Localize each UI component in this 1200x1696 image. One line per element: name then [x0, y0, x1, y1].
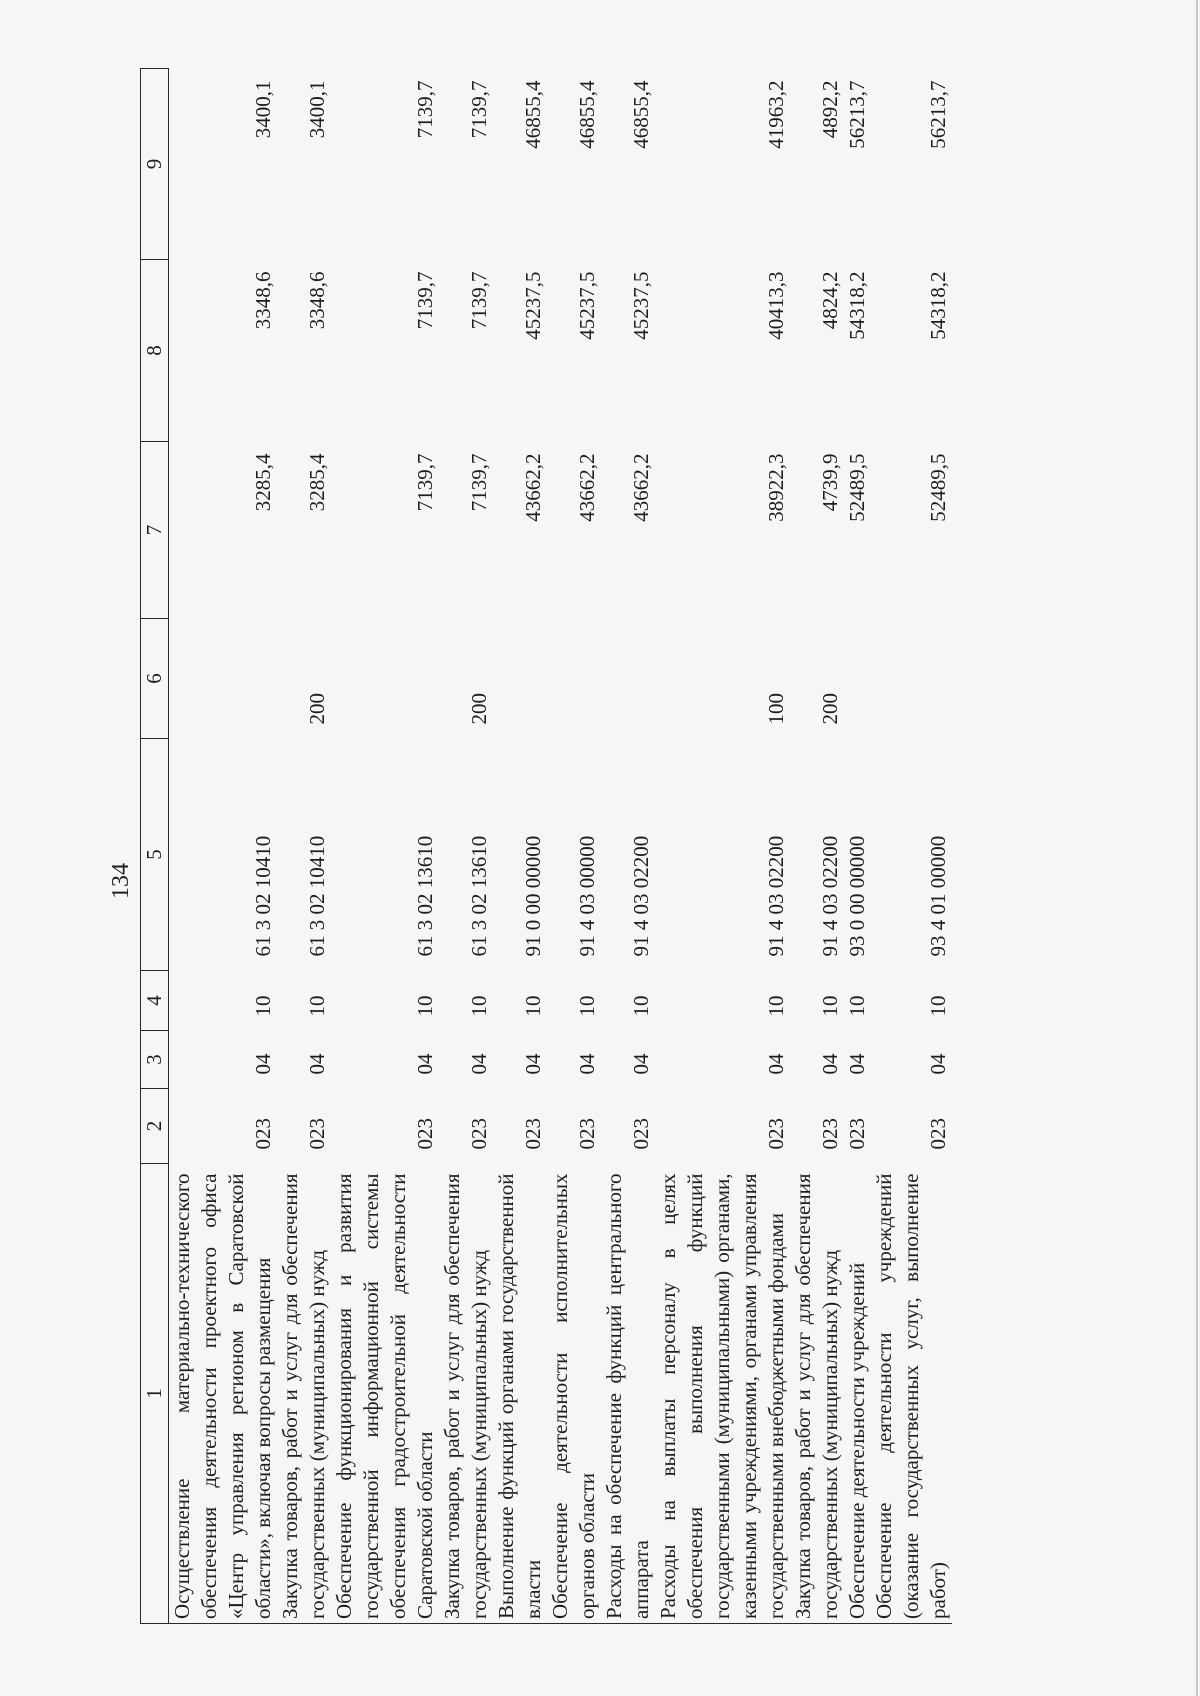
table-row — [331, 69, 439, 1624]
row-name: Расходы на выплаты персоналу в целях обеспечения выполнения функций государственными (муниципальными) органами, казенными учреждениями, органами управления государственными внебюджетными фондами — [655, 1164, 790, 1624]
cell-amount-7: 52489,5 — [845, 453, 869, 522]
cell-section: 04 — [926, 1053, 950, 1075]
cell-amount-9: 46855,4 — [521, 80, 545, 149]
cell-amount-7: 7139,7 — [467, 453, 491, 512]
cell-expense-type: 200 — [818, 693, 842, 725]
column-header: 5 — [141, 739, 169, 971]
cell-amount-9: 56213,7 — [926, 80, 950, 149]
table-row — [655, 69, 790, 1624]
cell-ministry: 023 — [467, 1118, 491, 1150]
cell-amount-7: 43662,2 — [521, 453, 545, 522]
cell-target-article: 91 4 03 00000 — [575, 835, 599, 957]
row-name: Обеспечение деятельности учреждений — [844, 1164, 871, 1624]
cell-expense-type — [844, 619, 871, 739]
cell-expense-type: 100 — [764, 693, 788, 725]
cell-amount-8: 54318,2 — [845, 271, 869, 340]
column-header: 3 — [141, 1031, 169, 1089]
table-row — [493, 69, 547, 1624]
cell-expense-type — [169, 619, 278, 739]
cell-ministry: 023 — [845, 1118, 869, 1150]
table-row — [601, 69, 655, 1624]
cell-amount-9: 56213,7 — [845, 80, 869, 149]
header-row — [141, 69, 169, 1624]
cell-ministry: 023 — [305, 1118, 329, 1150]
cell-expense-type — [331, 619, 439, 739]
cell-amount-7: 3285,4 — [305, 453, 329, 512]
column-header: 8 — [141, 260, 169, 442]
cell-section: 04 — [251, 1053, 275, 1075]
cell-section: 04 — [413, 1053, 437, 1075]
cell-target-article: 61 3 02 13610 — [413, 835, 437, 957]
cell-expense-type: 200 — [305, 693, 329, 725]
cell-subsection: 10 — [818, 995, 842, 1017]
cell-amount-8: 7139,7 — [413, 271, 437, 330]
cell-amount-8: 45237,5 — [629, 271, 653, 340]
cell-amount-7: 43662,2 — [575, 453, 599, 522]
cell-ministry: 023 — [251, 1118, 275, 1150]
cell-ministry: 023 — [575, 1118, 599, 1150]
row-name: Выполнение функций органами государственной власти — [493, 1164, 547, 1624]
cell-ministry: 023 — [413, 1118, 437, 1150]
cell-amount-9: 46855,4 — [575, 80, 599, 149]
cell-ministry: 023 — [764, 1118, 788, 1150]
cell-expense-type — [871, 619, 952, 739]
row-name: Осуществление материально-технического обеспечения деятельности проектного офиса «Центр управления регионом в Саратовской области», включая вопросы размещения — [169, 1164, 278, 1624]
table-row — [169, 69, 278, 1624]
cell-amount-7: 7139,7 — [413, 453, 437, 512]
row-name: Расходы на обеспечение функций центрального аппарата — [601, 1164, 655, 1624]
cell-amount-8: 3348,6 — [251, 271, 275, 330]
cell-subsection: 10 — [251, 995, 275, 1017]
cell-ministry: 023 — [818, 1118, 842, 1150]
cell-amount-8: 4824,2 — [818, 271, 842, 330]
cell-amount-9: 4892,2 — [818, 80, 842, 139]
column-header: 6 — [141, 619, 169, 739]
column-header: 4 — [141, 971, 169, 1031]
row-name: Закупка товаров, работ и услуг для обеспечения государственных (муниципальных) нужд — [439, 1164, 493, 1624]
cell-target-article: 91 0 00 00000 — [521, 835, 545, 957]
cell-amount-9: 7139,7 — [413, 80, 437, 139]
cell-expense-type — [493, 619, 547, 739]
cell-subsection: 10 — [305, 995, 329, 1017]
cell-section: 04 — [521, 1053, 545, 1075]
table-row — [439, 69, 493, 1624]
cell-ministry: 023 — [521, 1118, 545, 1150]
row-name: Закупка товаров, работ и услуг для обеспечения государственных (муниципальных) нужд — [277, 1164, 331, 1624]
cell-amount-7: 38922,3 — [764, 453, 788, 522]
cell-section: 04 — [467, 1053, 491, 1075]
cell-subsection: 10 — [575, 995, 599, 1017]
table-row — [277, 69, 331, 1624]
cell-amount-9: 7139,7 — [467, 80, 491, 139]
row-name: Обеспечение функционирования и развития государственной информационной системы обеспечения градостроительной деятельности Саратовской области — [331, 1164, 439, 1624]
cell-subsection: 10 — [629, 995, 653, 1017]
cell-subsection: 10 — [521, 995, 545, 1017]
cell-section: 04 — [764, 1053, 788, 1075]
cell-target-article: 91 4 03 02200 — [818, 835, 842, 957]
cell-amount-9: 3400,1 — [251, 80, 275, 139]
column-header: 2 — [141, 1089, 169, 1164]
row-name: Обеспечение деятельности исполнительных органов области — [547, 1164, 601, 1624]
cell-amount-7: 43662,2 — [629, 453, 653, 522]
cell-target-article: 61 3 02 13610 — [467, 835, 491, 957]
rotated-table-page — [140, 69, 1155, 1624]
cell-amount-8: 45237,5 — [521, 271, 545, 340]
cell-amount-9: 46855,4 — [629, 80, 653, 149]
cell-expense-type: 200 — [467, 693, 491, 725]
cell-target-article: 61 3 02 10410 — [251, 835, 275, 957]
cell-amount-7: 3285,4 — [251, 453, 275, 512]
page-number: 134 — [108, 863, 134, 899]
cell-section: 04 — [818, 1053, 842, 1075]
cell-amount-7: 52489,5 — [926, 453, 950, 522]
budget-table — [140, 68, 952, 1624]
cell-amount-8: 40413,3 — [764, 271, 788, 340]
table-row — [790, 69, 844, 1624]
cell-ministry: 023 — [629, 1118, 653, 1150]
cell-subsection: 10 — [845, 995, 869, 1017]
row-name: Обеспечение деятельности учреждений (оказание государственных услуг, выполнение работ) — [871, 1164, 952, 1624]
cell-subsection: 10 — [467, 995, 491, 1017]
cell-amount-8: 3348,6 — [305, 271, 329, 330]
cell-amount-9: 41963,2 — [764, 80, 788, 149]
row-name: Закупка товаров, работ и услуг для обеспечения государственных (муниципальных) нужд — [790, 1164, 844, 1624]
cell-section: 04 — [305, 1053, 329, 1075]
cell-amount-9: 3400,1 — [305, 80, 329, 139]
cell-target-article: 93 4 01 00000 — [926, 835, 950, 957]
cell-amount-8: 45237,5 — [575, 271, 599, 340]
table-row — [547, 69, 601, 1624]
table-row — [844, 69, 871, 1624]
cell-target-article: 91 4 03 02200 — [629, 835, 653, 957]
cell-expense-type — [547, 619, 601, 739]
cell-amount-8: 7139,7 — [467, 271, 491, 330]
cell-section: 04 — [575, 1053, 599, 1075]
cell-amount-7: 4739,9 — [818, 453, 842, 512]
cell-target-article: 91 4 03 02200 — [764, 835, 788, 957]
cell-section: 04 — [629, 1053, 653, 1075]
cell-ministry: 023 — [926, 1118, 950, 1150]
cell-amount-8: 54318,2 — [926, 271, 950, 340]
cell-target-article: 93 0 00 00000 — [845, 835, 869, 957]
cell-subsection: 10 — [926, 995, 950, 1017]
cell-subsection: 10 — [413, 995, 437, 1017]
column-header: 7 — [141, 442, 169, 619]
column-header: 1 — [141, 1164, 169, 1624]
cell-target-article: 61 3 02 10410 — [305, 835, 329, 957]
cell-subsection: 10 — [764, 995, 788, 1017]
cell-section: 04 — [845, 1053, 869, 1075]
scan-edge — [1196, 0, 1198, 1696]
cell-expense-type — [601, 619, 655, 739]
table-row — [871, 69, 952, 1624]
column-header: 9 — [141, 69, 169, 260]
